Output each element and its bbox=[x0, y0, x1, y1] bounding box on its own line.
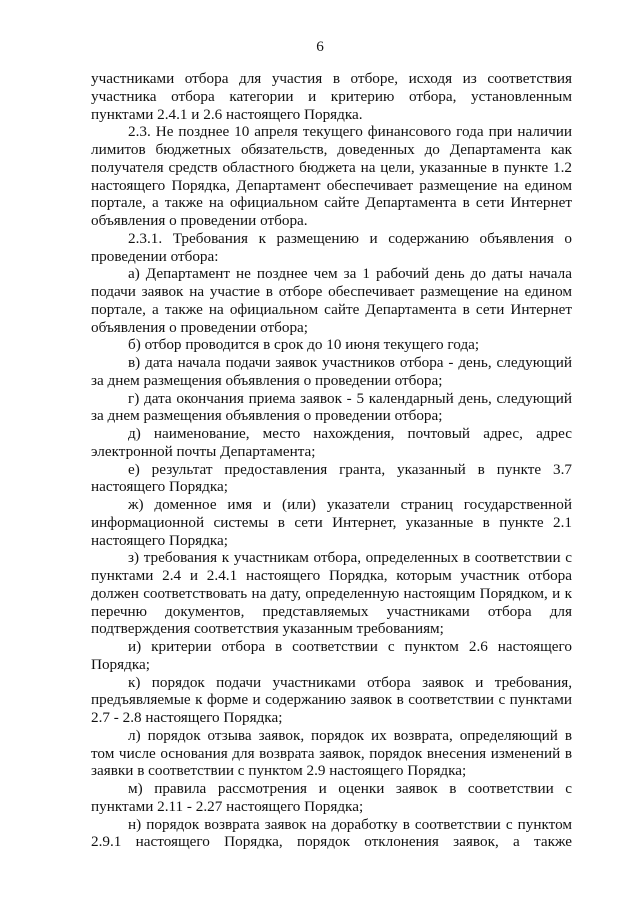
paragraph-p11: и) критерии отбора в соответствии с пунктом 2.6 настоящего Порядка; bbox=[91, 638, 572, 673]
paragraph-p12: к) порядок подачи участниками отбора заявок и требования, предъявляемые к форме и содержанию заявок в соответствии с пунктами 2.7 - 2.8 настоящего Порядка; bbox=[91, 673, 572, 726]
document-body bbox=[91, 70, 572, 851]
paragraph-p1: 2.3. Не позднее 10 апреля текущего финансового года при наличии лимитов бюджетных обязательств, доведенных до Департамента как получателя средств областного бюджета на цели, указанные в пункте 1.2 настоящего Порядка, Департамент обеспечивает размещение на едином портале, а также на официальном сайте Департамента в сети Интернет объявления о проведении отбора. bbox=[91, 123, 572, 229]
paragraph-p0: участниками отбора для участия в отборе, исходя из соответствия участника отбора категории и критерию отбора, установленным пунктами 2.4.1 и 2.6 настоящего Порядка. bbox=[91, 70, 572, 123]
paragraph-p3: а) Департамент не позднее чем за 1 рабочий день до даты начала подачи заявок на участие в отборе обеспечивает размещение на едином портале, а также на официальном сайте Департамента в сети Интернет объявления о проведении отбора; bbox=[91, 265, 572, 336]
page-number: 6 bbox=[316, 38, 324, 55]
paragraph-p14: м) правила рассмотрения и оценки заявок в соответствии с пунктами 2.11 - 2.27 настоящего Порядка; bbox=[91, 780, 572, 815]
paragraph-p4: б) отбор проводится в срок до 10 июня текущего года; bbox=[128, 336, 480, 354]
paragraph-p6: г) дата окончания приема заявок - 5 календарный день, следующий за днем размещения объявления о проведении отбора; bbox=[91, 389, 572, 425]
paragraph-p9: ж) доменное имя и (или) указатели страниц государственной информационной системы в сети Интернет, указанные в пункте 2.1 настоящего Порядка; bbox=[91, 496, 572, 549]
paragraph-p5: в) дата начала подачи заявок участников отбора - день, следующий за днем размещения объявления о проведении отбора; bbox=[91, 354, 572, 389]
paragraph-p15: н) порядок возврата заявок на доработку в соответствии с пунктом 2.9.1 настоящего Порядка, порядок отклонения заявок, а также bbox=[91, 815, 572, 851]
paragraph-p13: л) порядок отзыва заявок, порядок их возврата, определяющий в том числе основания для возврата заявок, порядок внесения изменений в заявки в соответствии с пунктом 2.9 настоящего Порядка; bbox=[91, 726, 572, 780]
paragraph-p2: 2.3.1. Требования к размещению и содержанию объявления о проведении отбора: bbox=[91, 229, 572, 265]
paragraph-p7: д) наименование, место нахождения, почтовый адрес, адрес электронной почты Департамента; bbox=[91, 425, 572, 460]
paragraph-p8: е) результат предоставления гранта, указанный в пункте 3.7 настоящего Порядка; bbox=[91, 460, 572, 496]
paragraph-p10: з) требования к участникам отбора, определенных в соответствии с пунктами 2.4 и 2.4.1 настоящего Порядка, которым участник отбора должен соответствовать на дату, определенную настоящим Порядком, и к перечню документов, представляемых участниками отбора для подтверждения соответствия указанным требованиям; bbox=[91, 549, 572, 638]
